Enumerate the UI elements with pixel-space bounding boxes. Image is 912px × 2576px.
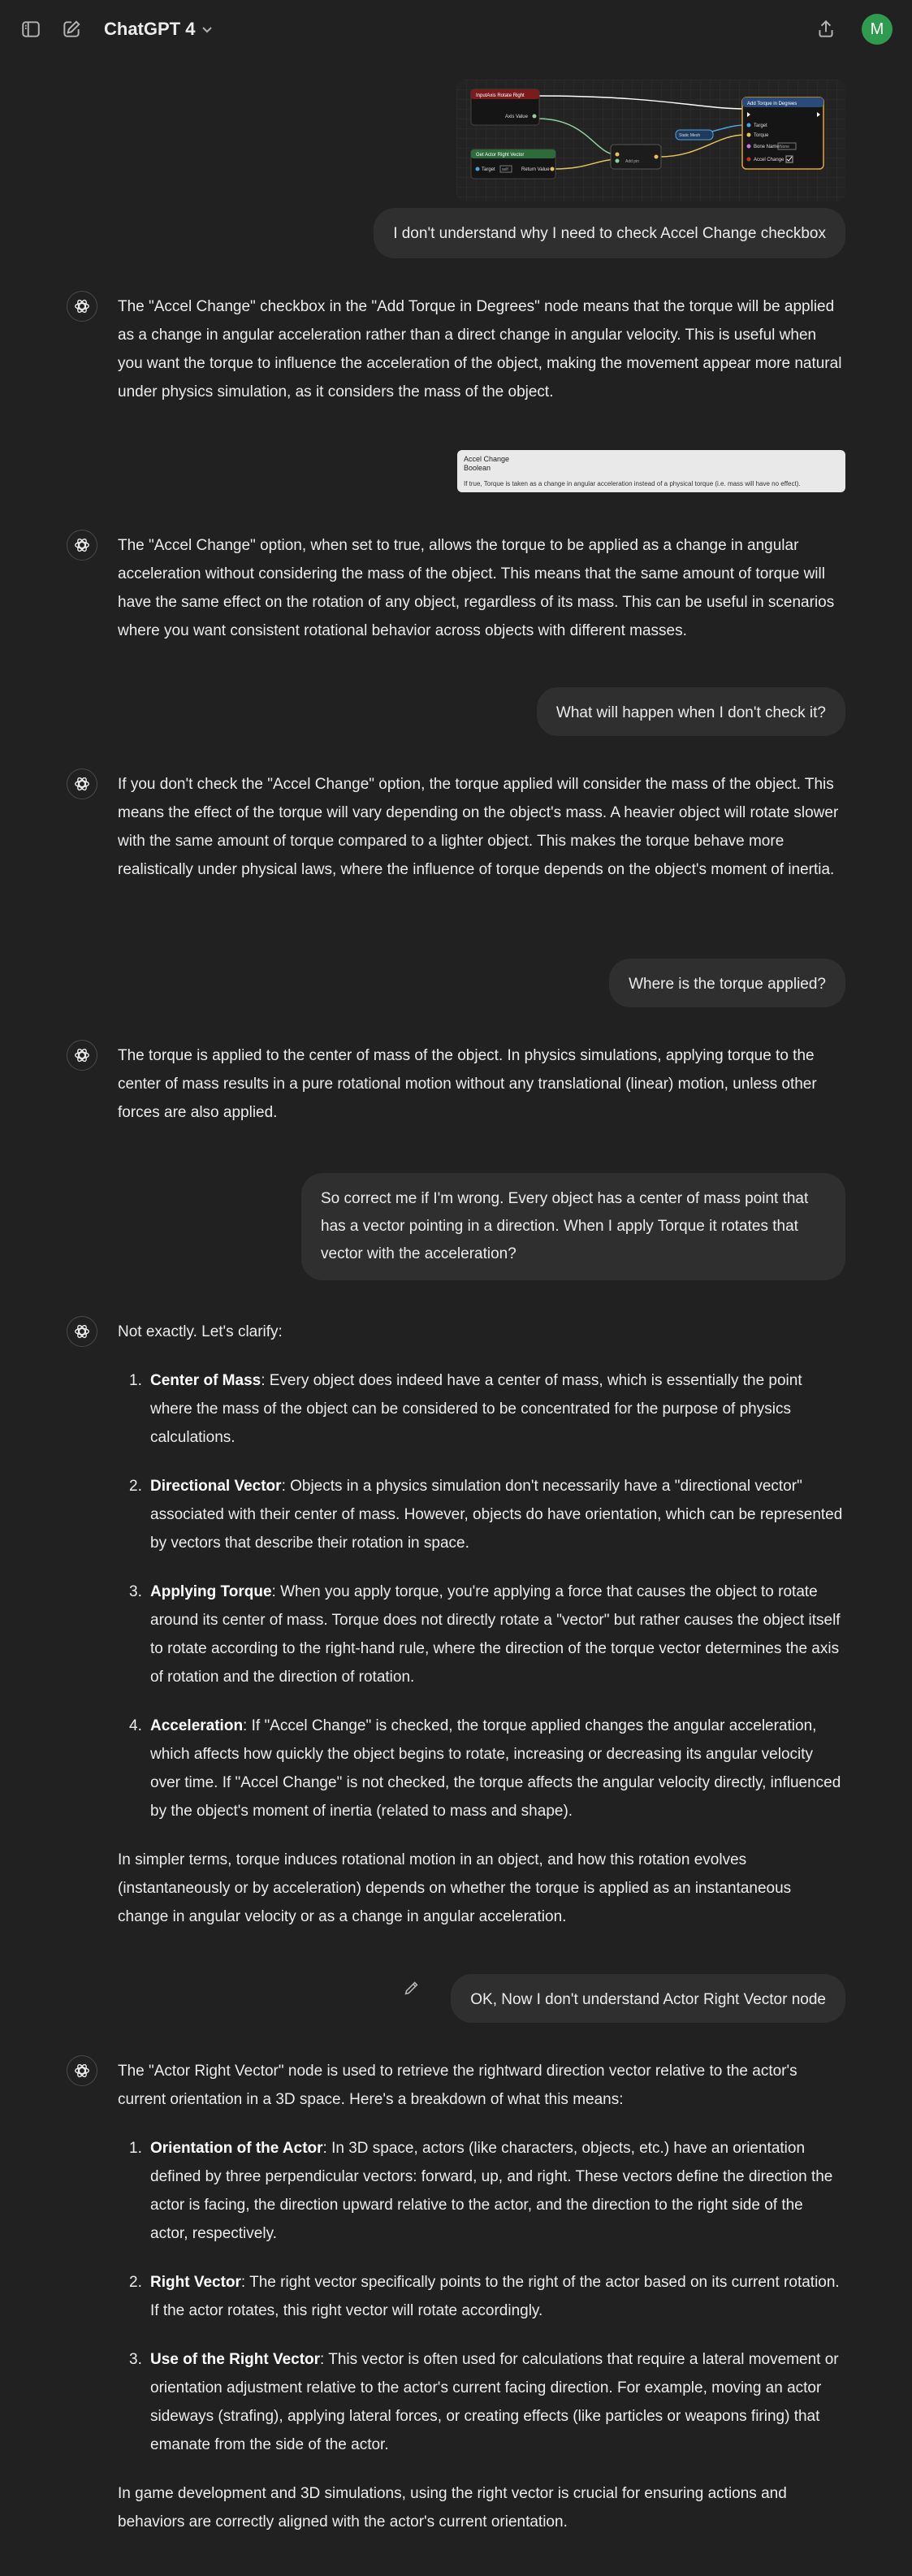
user-message-text: I don't understand why I need to check Accel Change checkbox xyxy=(393,225,826,242)
list-item: 2. Directional Vector: Objects in a physics simulation don't necessarily have a "directional vector" associated with their center of mass. However, objects do have orientation, which can be represented by vectors that describe their rotation in space. xyxy=(129,1478,843,1552)
node-mid-label: Add pin xyxy=(625,159,639,164)
list-item: 1. Orientation of the Actor: In 3D space, actors (like characters, objects, etc.) have an orientation defined by three perpendicular vectors: forward, up, and right. These vectors define the direction the actor is facing, the direction upward relative to the actor, and the direction to the right side of the actor, respectively. xyxy=(129,2140,833,2242)
user-message-text: What will happen when I don't check it? xyxy=(555,704,826,721)
assistant-message-text xyxy=(118,531,845,645)
list-item: 1. Center of Mass: Every object does indeed have a center of mass, which is essentially the point where the mass of the object can be considered to be concentrated for the purpose of physics calculations. xyxy=(129,1372,802,1446)
user-message-text: OK, Now I don't understand Actor Right Vector node xyxy=(470,1991,826,2008)
tooltip-screenshot-image[interactable] xyxy=(457,450,845,492)
blueprint-screenshot-image[interactable] xyxy=(456,80,845,201)
list-item: 3. Applying Torque: When you apply torque, you're applying a force that causes the object to rotate around its center of mass. Torque does not directly rotate a "vector" but rather causes the object itself to rotate according to the right-hand rule, where the direction of the torque vector determines the axis of rotation and the direction of rotation. xyxy=(129,1583,841,1686)
chatgpt-logo-icon xyxy=(67,530,97,561)
model-selector[interactable] xyxy=(104,16,213,42)
list-item: 2. Right Vector: The right vector specifically points to the right of the actor based on its current rotation. If the actor rotates, this right vector will rotate accordingly. xyxy=(129,2274,840,2319)
assistant-paragraph: The "Accel Change" option, when set to true, allows the torque to be applied as a change in angular acceleration without considering the mass of the object. This means that the same amount of torque will have the same effect on the rotation of any object, regardless of its mass. This can be useful in scenarios where you want consistent rotational behavior across objects with different masses. xyxy=(118,537,835,639)
chatgpt-logo-icon xyxy=(67,2055,97,2086)
node-right-title: Add Torque in Degrees xyxy=(747,102,797,106)
node-bottom-target: Target xyxy=(482,167,495,172)
edit-message-icon[interactable] xyxy=(403,1979,421,2001)
chatgpt-logo-icon xyxy=(67,1316,97,1347)
node-cast-label: Static Mesh xyxy=(679,133,701,138)
tooltip-description: If true, Torque is taken as a change in angular acceleration instead of a physical torque (i.e. mass will have no effect). xyxy=(464,480,801,487)
share-icon[interactable] xyxy=(813,16,839,42)
user-message-text: Where is the torque applied? xyxy=(629,976,826,993)
assistant-outro: In game development and 3D simulations, using the right vector is crucial for ensuring actions and behaviors are correctly aligned with the actor's current orientation. xyxy=(118,2485,787,2531)
list-item: 3. Use of the Right Vector: This vector is often used for calculations that require a lateral movement or orientation adjustment relative to the actor's current facing direction. For example, moving an actor sideways (strafing), applying lateral forces, or creating effects (like particles or weapons firing) that emanate from the side of the actor. xyxy=(129,2351,839,2453)
node-right-pin-target: Target xyxy=(754,123,767,128)
user-message-bubble xyxy=(609,959,845,1007)
numbered-list xyxy=(118,1366,845,1825)
node-bottom-self: self xyxy=(502,167,508,172)
new-chat-icon[interactable] xyxy=(58,16,84,42)
assistant-paragraph: If you don't check the "Accel Change" option, the torque applied will consider the mass of the object. This means the effect of the torque will vary depending on the object's mass. A heavier object will rotate slower with the same amount of torque compared to a lighter object. This makes the torque behave more realistically under physical laws, where the influence of torque depends on the object's moment of inertia. xyxy=(118,776,839,878)
sidebar-toggle-icon[interactable] xyxy=(18,16,44,42)
node-left-pin: Axis Value xyxy=(505,115,528,119)
node-right-pin-accel: Accel Change xyxy=(754,158,784,162)
user-message-bubble xyxy=(374,208,845,258)
assistant-intro: Not exactly. Let's clarify: xyxy=(118,1323,283,1340)
user-message-bubble xyxy=(301,1173,845,1280)
user-message-text: So correct me if I'm wrong. Every object has a center of mass point that has a vector pointing in a direction. When I apply Torque it rotates that vector with the acceleration? xyxy=(321,1190,809,1262)
assistant-paragraph: The "Accel Change" checkbox in the "Add Torque in Degrees" node means that the torque will be applied as a change in angular acceleration rather than a direct change in angular velocity. This is useful when you want the torque to influence the acceleration of the object, making the movement appear more natural under physics simulation, as it considers the mass of the object. xyxy=(118,298,842,400)
assistant-message-text xyxy=(118,1318,845,1931)
node-right-pin-torque: Torque xyxy=(754,133,769,138)
avatar[interactable]: M xyxy=(862,14,893,45)
chatgpt-logo-icon xyxy=(67,768,97,799)
node-right-pin-bone: Bone Name xyxy=(754,145,780,149)
chatgpt-logo-icon xyxy=(67,1040,97,1071)
top-bar xyxy=(0,0,912,57)
node-left-title: InputAxis Rotate Right xyxy=(476,93,525,98)
assistant-intro: The "Actor Right Vector" node is used to retrieve the rightward direction vector relative to the actor's current orientation in a 3D space. Here's a breakdown of what this means: xyxy=(118,2063,797,2108)
assistant-message-text xyxy=(118,1041,845,1127)
user-message-bubble xyxy=(451,1974,845,2023)
assistant-outro: In simpler terms, torque induces rotational motion in an object, and how this rotation evolves (instantaneously or by acceleration) depends on whether the torque is applied as an instantaneous change in angular velocity or as a change in angular acceleration. xyxy=(118,1851,792,1925)
assistant-message-text xyxy=(118,2057,845,2536)
node-bottom-title: Get Actor Right Vector xyxy=(476,153,525,158)
assistant-paragraph: The torque is applied to the center of mass of the object. In physics simulations, applying torque to the center of mass results in a pure rotational motion without any translational (linear) motion, unless other forces are also applied. xyxy=(118,1047,817,1121)
list-item: 4. Acceleration: If "Accel Change" is checked, the torque applied changes the angular acceleration, which affects how quickly the object begins to rotate, increasing or decreasing its angular velocity over time. If "Accel Change" is not checked, the torque affects the angular velocity directly, influenced by the object's moment of inertia (related to mass and shape). xyxy=(129,1717,841,1820)
numbered-list xyxy=(118,2134,845,2459)
user-message-bubble xyxy=(537,687,845,736)
chevron-down-icon xyxy=(201,19,213,40)
node-bottom-return: Return Value xyxy=(521,167,550,172)
node-right-bone-value: None xyxy=(780,145,789,149)
tooltip-type: Boolean xyxy=(464,464,491,472)
model-name: ChatGPT 4 xyxy=(104,19,196,39)
assistant-message-text xyxy=(118,292,845,406)
tooltip-title: Accel Change xyxy=(464,455,510,463)
chatgpt-logo-icon xyxy=(67,291,97,322)
assistant-message-text xyxy=(118,770,845,884)
